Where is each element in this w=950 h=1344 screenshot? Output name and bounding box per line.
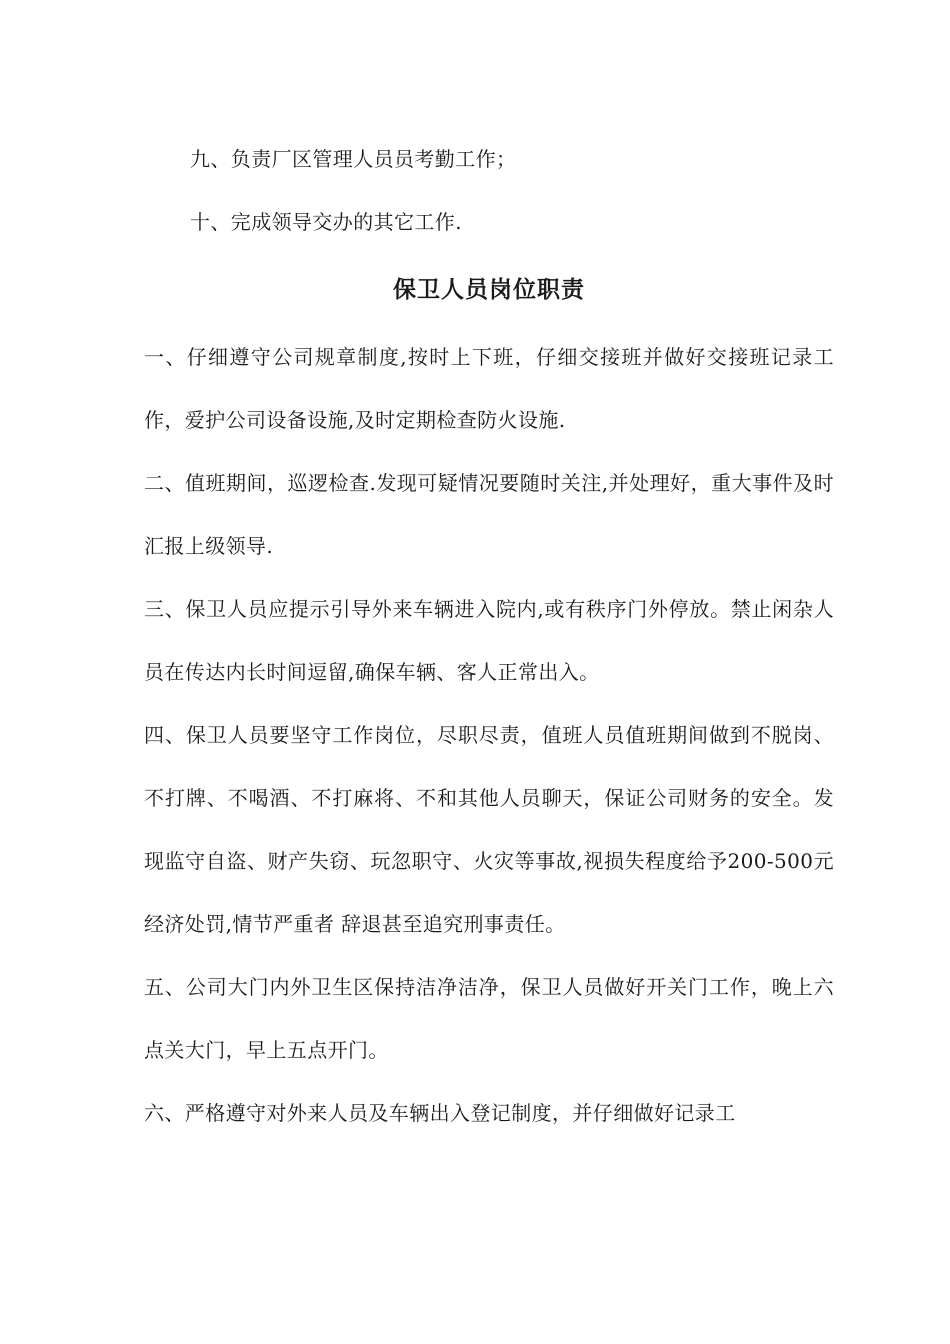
duty-paragraph-5: 五、公司大门内外卫生区保持洁净洁净，保卫人员做好开关门工作，晚上六点关大门，早上五点开门。 [144,975,834,1062]
duty-paragraph-4: 四、保卫人员要坚守工作岗位，尽职尽责，值班人员值班期间做到不脱岗、不打牌、不喝酒、不打麻将、不和其他人员聊天，保证公司财务的安全。发现监守自盗、财产失窃、玩忽职守、火灾等事故,视损失程度给予200-500元经济处罚,情节严重者 辞退甚至追究刑事责任。 [144,723,834,936]
list-item-ten: 十、完成领导交办的其它工作. [190,210,462,234]
duty-paragraph-3: 三、保卫人员应提示引导外来车辆进入院内,或有秩序门外停放。禁止闲杂人员在传达内长时间逗留,确保车辆、客人正常出入。 [144,597,834,684]
duty-paragraph-2: 二、值班期间，巡逻检查.发现可疑情况要随时关注,并处理好，重大事件及时汇报上级领导. [144,471,834,558]
duty-paragraph-1: 一、仔细遵守公司规章制度,按时上下班，仔细交接班并做好交接班记录工作，爱护公司设备设施,及时定期检查防火设施. [144,345,834,432]
document-body [144,128,834,1145]
duty-paragraph-6: 六、严格遵守对外来人员及车辆出入登记制度，并仔细做好记录工 [144,1101,736,1125]
section-title: 保卫人员岗位职责 [393,276,585,303]
list-item-nine: 九、负责厂区管理人员员考勤工作； [190,147,517,171]
